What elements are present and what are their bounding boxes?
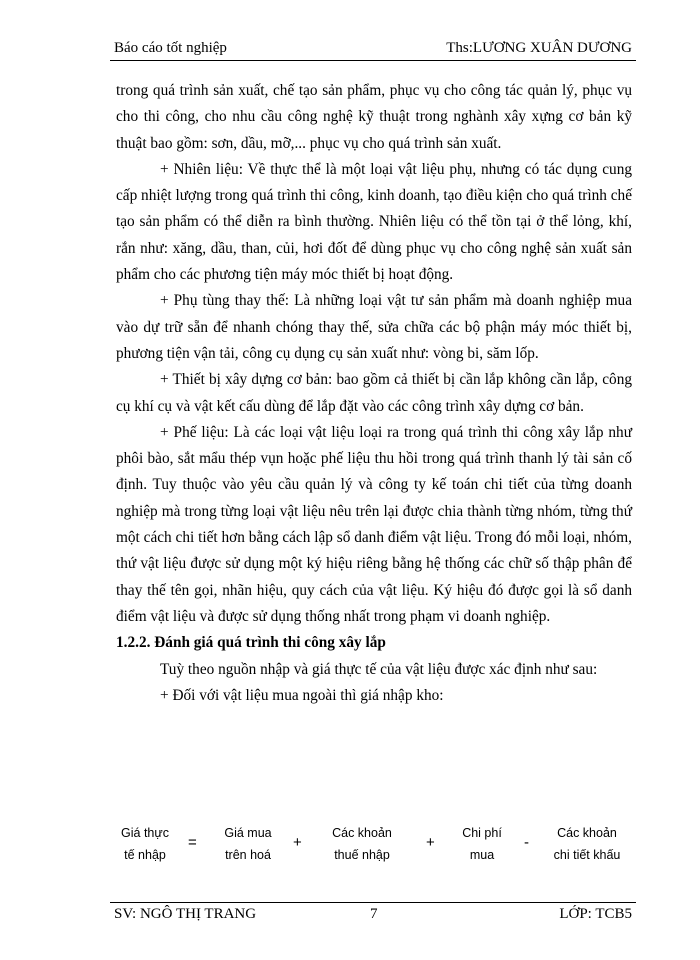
formula-term-purchase-cost: Chi phí mua bbox=[462, 826, 502, 862]
paragraph-construction-equipment: + Thiết bị xây dựng cơ bản: bao gồm cả thiết bị cần lắp không cần lắp, công cụ khí cụ và vật kết cấu dùng để lắp đặt vào các công trình xây dựng cơ bản. bbox=[116, 371, 632, 415]
price-formula bbox=[110, 822, 640, 872]
formula-plus-2: + bbox=[426, 834, 435, 851]
header-advisor: Ths:LƯƠNG XUÂN DƯƠNG bbox=[446, 40, 632, 56]
formula-equals: = bbox=[188, 834, 197, 851]
footer-class: LỚP: TCB5 bbox=[559, 906, 632, 922]
page-footer bbox=[110, 902, 636, 927]
formula-term-import-tax: Các khoản thuế nhập bbox=[332, 826, 392, 862]
paragraph-spare-parts: + Phụ tùng thay thế: Là những loại vật tư sản phẩm mà doanh nghiệp mua vào dự trữ sẵn để nhanh chóng thay thế, sửa chữa các bộ phận máy móc thiết bị, phương tiện vận tải, công cụ dụng cụ sản xuất như: vòng bi, săm lốp. bbox=[116, 292, 632, 362]
header-report-title: Báo cáo tốt nghiệp bbox=[114, 40, 227, 56]
page-body bbox=[116, 78, 632, 709]
section-heading: 1.2.2. Đánh giá quá trình thi công xây lắp bbox=[116, 634, 386, 652]
formula-term-purchase-price: Giá mua trên hoá bbox=[224, 826, 272, 862]
footer-student: SV: NGÔ THỊ TRANG bbox=[114, 906, 257, 922]
paragraph-fuel: + Nhiên liệu: Về thực thể là một loại vật liệu phụ, nhưng có tác dụng cung cấp nhiệt lượng trong quá trình thi công, kinh doanh, tạo điều kiện cho quá trình chế tạo sản phẩm có thể diễn ra bình thường. Nhiên liệu có thể tồn tại ở thể lỏng, khí, rắn như: xăng, dầu, than, củi, hơi đốt để dùng phục vụ cho công nghệ sản xuất sản phẩm cho các phương tiện máy móc thiết bị hoạt động. bbox=[116, 160, 632, 284]
paragraph-continuation: trong quá trình sản xuất, chế tạo sản phẩm, phục vụ cho công tác quản lý, phục vụ cho thi công, cho nhu cầu công nghệ kỹ thuật trong nghành xây xựng cơ bản kỹ thuật bao gồm: sơn, dầu, mỡ,... phục vụ cho quá trình sản xuất. bbox=[116, 82, 632, 152]
formula-plus-1: + bbox=[293, 834, 302, 851]
paragraph-valuation-intro: Tuỳ theo nguồn nhập và giá thực tế của vật liệu được xác định như sau: bbox=[160, 660, 598, 678]
formula-minus: - bbox=[524, 834, 529, 851]
formula-term-actual-price: Giá thực tế nhập bbox=[121, 826, 169, 862]
footer-page-number: 7 bbox=[370, 906, 378, 922]
page-header bbox=[110, 38, 636, 61]
paragraph-scrap: + Phế liệu: Là các loại vật liệu loại ra trong quá trình thi công xây lắp như phôi bào, sắt mẩu thép vụn hoặc phế liệu thu hồi trong quá trình thanh lý tài sản cố định. Tuy thuộc vào yêu cầu quản lý và công ty kế toán chi tiết của từng doanh nghiệp mà trong từng loại vật liệu nêu trên lại được chia thành từng nhóm, từng thứ một cách chi tiết hơn bằng cách lập sổ danh điểm vật liệu. Trong đó mỗi loại, nhóm, thứ vật liệu được sử dụng một ký hiệu riêng bằng hệ thống các chữ số thập phân để thay thế tên gọi, nhãn hiệu, quy cách của vật liệu. Ký hiệu đó được gọi là sổ danh điểm vật liệu và được sử dụng thống nhất trong phạm vi doanh nghiệp. bbox=[116, 423, 632, 625]
paragraph-purchased-materials: + Đối với vật liệu mua ngoài thì giá nhập kho: bbox=[160, 686, 444, 704]
formula-term-discount: Các khoản chi tiết khấu bbox=[553, 826, 621, 862]
